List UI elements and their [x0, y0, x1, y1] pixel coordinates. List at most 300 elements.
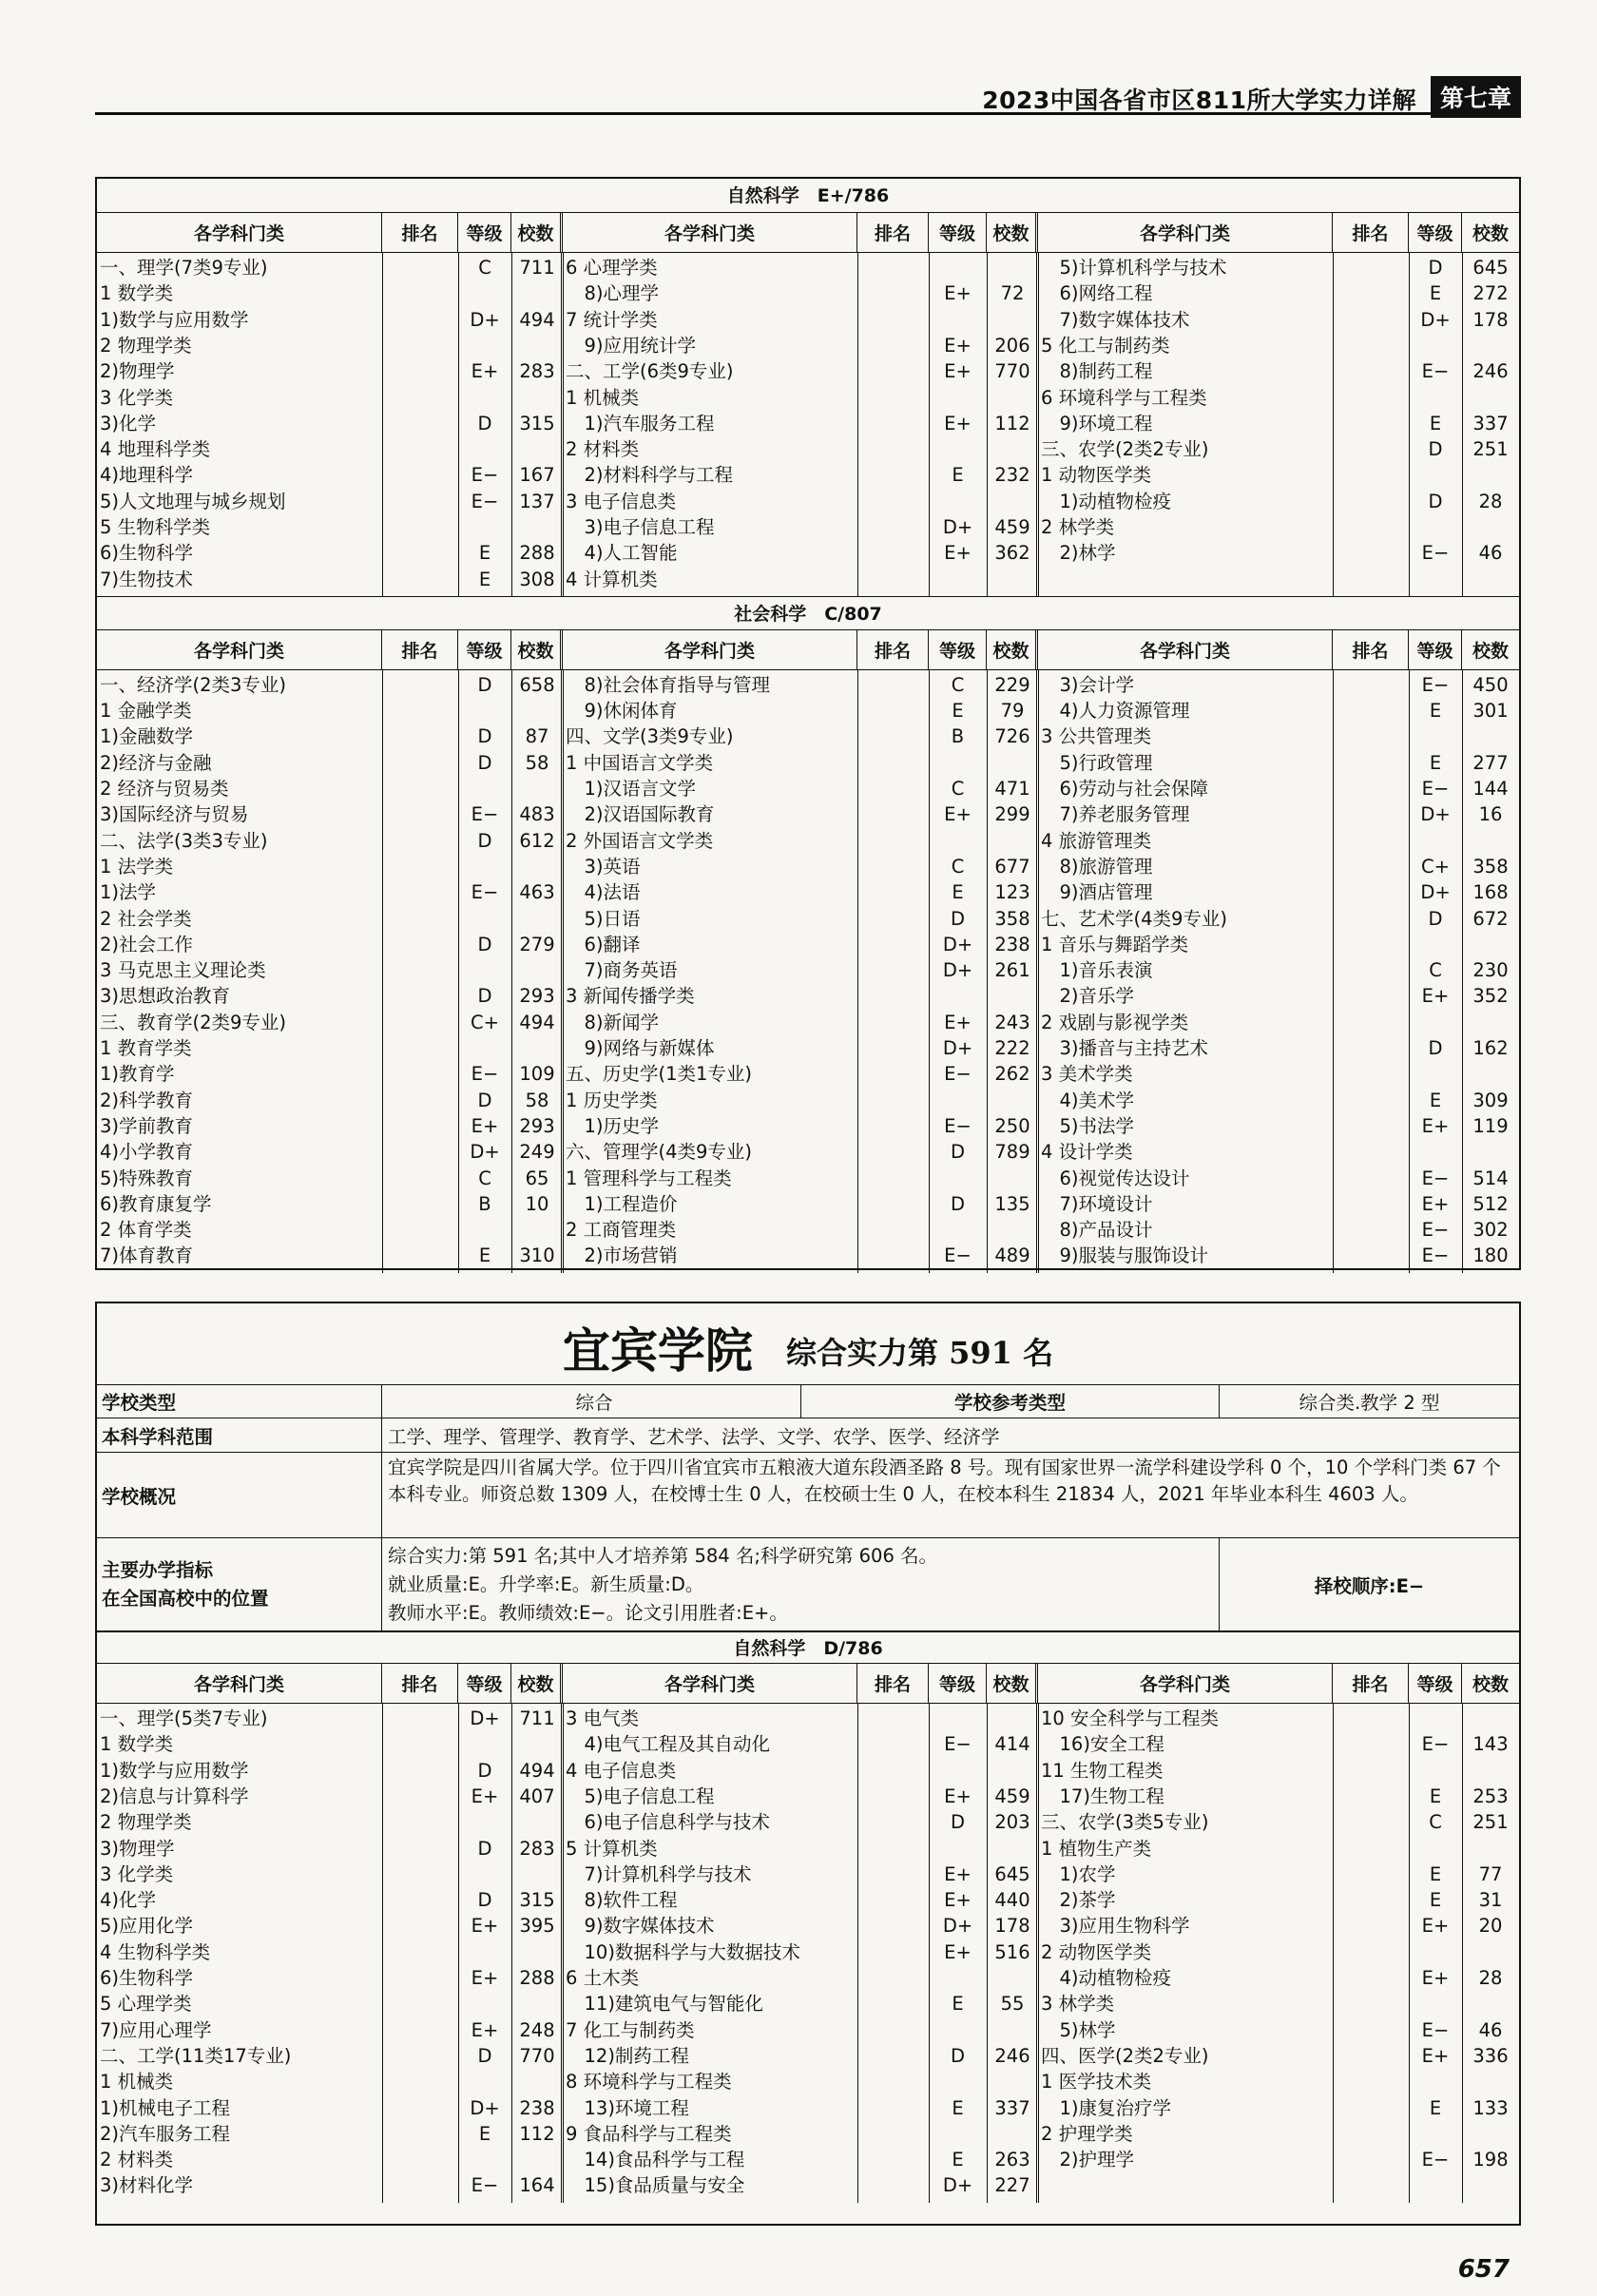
count-cell: 167	[519, 464, 555, 487]
header-rank-col2: 排名	[857, 213, 929, 252]
count-cell: 450	[1472, 673, 1509, 696]
major-name: 2)汉语国际教育	[566, 803, 715, 826]
grade-cell: E	[952, 881, 964, 904]
header-count-col1: 校数	[511, 630, 563, 669]
major-name: 2)汽车服务工程	[100, 2122, 231, 2145]
table-row	[97, 724, 1519, 749]
major-name: 8)产品设计	[1041, 1219, 1153, 1242]
major-name: 1)法学	[100, 881, 157, 904]
grade-cell: E	[478, 542, 491, 565]
count-cell: 123	[994, 881, 1030, 904]
natural-science-heading-2: 自然科学 D/786	[97, 1631, 1519, 1664]
table-row	[97, 1139, 1519, 1165]
grade-cell: E	[1429, 1862, 1442, 1885]
grade-cell: E	[478, 2122, 491, 2145]
grade-cell: D+	[942, 2174, 973, 2197]
grade-cell: D	[477, 1759, 492, 1782]
chapter-tab: 第七章	[1431, 76, 1521, 118]
major-name: 2)材料科学与工程	[566, 464, 734, 487]
grade-cell: D	[1428, 907, 1443, 930]
count-cell: 232	[994, 464, 1030, 487]
count-cell: 645	[1472, 257, 1509, 279]
count-cell: 144	[1472, 778, 1509, 801]
major-name: 4)小学教育	[100, 1141, 194, 1164]
grade-cell: D+	[942, 1915, 973, 1938]
grade-cell: D	[1428, 490, 1443, 512]
count-cell: 395	[519, 1915, 555, 1938]
count-cell: 143	[1472, 1733, 1509, 1756]
count-cell: 310	[519, 1244, 555, 1267]
count-cell: 238	[994, 933, 1030, 955]
major-name: 2)茶学	[1041, 1889, 1116, 1912]
major-name: 1)农学	[1041, 1862, 1116, 1885]
count-cell: 246	[994, 2044, 1030, 2067]
major-name: 1)历史学	[566, 1114, 660, 1137]
major-name: 4)法语	[566, 881, 641, 904]
count-cell: 262	[994, 1063, 1030, 1086]
grade-cell: D	[477, 725, 492, 748]
grade-cell: B	[951, 725, 965, 748]
major-name: 9)应用统计学	[566, 334, 697, 357]
major-name: 6)电子信息科学与技术	[566, 1811, 771, 1834]
major-name: 6 环境科学与工程类	[1041, 386, 1207, 409]
count-cell: 28	[1478, 490, 1503, 512]
major-name: 10)数据科学与大数据技术	[566, 1940, 800, 1963]
major-name: 1 医学技术类	[1041, 2071, 1152, 2093]
count-cell: 263	[994, 2149, 1030, 2171]
table-row	[97, 2017, 1519, 2043]
grade-cell: D	[950, 907, 965, 930]
table-row	[97, 672, 1519, 698]
major-name: 一、理学(7类9专业)	[100, 257, 268, 279]
major-name: 5)日语	[566, 907, 641, 930]
major-name: 2 护理学类	[1041, 2122, 1133, 2145]
major-name: 2 材料类	[566, 438, 640, 461]
major-name: 9)服装与服饰设计	[1041, 1244, 1209, 1267]
header-grade-col2: 等级	[929, 1664, 987, 1703]
table-row	[97, 750, 1519, 776]
major-name: 3)学前教育	[100, 1114, 194, 1137]
header-major-col1: 各学科门类	[97, 213, 382, 252]
major-name: 5)特殊教育	[100, 1167, 194, 1189]
table-row	[97, 514, 1519, 540]
grade-cell: C	[1429, 959, 1442, 982]
table-row	[97, 1243, 1519, 1268]
count-cell: 463	[519, 881, 555, 904]
major-name: 三、农学(2类2专业)	[1041, 438, 1209, 461]
count-cell: 251	[1472, 438, 1509, 461]
grade-cell: E+	[944, 1862, 972, 1885]
table-row	[97, 462, 1519, 488]
grade-cell: E+	[1421, 1114, 1450, 1137]
major-name: 1 动物医学类	[1041, 464, 1152, 487]
header-grade-col1: 等级	[458, 213, 511, 252]
header-major-col3: 各学科门类	[1038, 1664, 1333, 1703]
header-count-col3: 校数	[1472, 640, 1509, 662]
header-rank-col3: 排名	[1333, 213, 1409, 252]
major-name: 14)食品科学与工程	[566, 2149, 745, 2171]
table-row	[97, 2069, 1519, 2094]
count-cell: 301	[1472, 700, 1509, 723]
count-cell: 65	[525, 1167, 549, 1189]
count-cell: 337	[994, 2096, 1030, 2119]
major-name: 2)科学教育	[100, 1089, 194, 1111]
count-cell: 79	[1000, 700, 1025, 723]
major-name: 2 材料类	[100, 2149, 174, 2171]
grade-cell: E−	[1421, 778, 1450, 801]
table-row	[97, 1913, 1519, 1939]
count-cell: 203	[994, 1811, 1030, 1834]
count-cell: 272	[1472, 282, 1509, 305]
major-name: 2)音乐学	[1041, 985, 1135, 1008]
grade-cell: E+	[1421, 2044, 1450, 2067]
major-name: 5)林学	[1041, 2018, 1116, 2041]
indicator-line-2: 就业质量:E。升学率:E。新生质量:D。	[388, 1572, 704, 1595]
major-name: 二、工学(6类9专业)	[566, 360, 734, 383]
major-name: 6)网络工程	[1041, 282, 1153, 305]
major-name: 12)制药工程	[566, 2044, 689, 2067]
page-number: 657	[1457, 2255, 1510, 2284]
major-name: 17)生物工程	[1041, 1785, 1164, 1807]
major-name: 一、理学(5类7专业)	[100, 1708, 268, 1729]
header-grade-col2: 等级	[929, 630, 987, 669]
count-cell: 133	[1472, 2096, 1509, 2119]
major-name: 9)休闲体育	[566, 700, 678, 723]
scope-value: 工学、理学、管理学、教育学、艺术学、法学、文学、农学、医学、经济学	[388, 1425, 1000, 1448]
major-name: 七、艺术学(4类9专业)	[1041, 907, 1228, 930]
count-cell: 414	[994, 1733, 1030, 1756]
major-name: 5 化工与制药类	[1041, 334, 1170, 357]
header-major-col1: 各学科门类	[97, 1664, 382, 1703]
grade-cell: E+	[944, 334, 972, 357]
major-name: 7)应用心理学	[100, 2018, 212, 2041]
count-cell: 227	[994, 2174, 1030, 2197]
major-name: 1 数学类	[100, 282, 174, 305]
grade-cell: E	[478, 568, 491, 590]
count-cell: 407	[519, 1785, 555, 1807]
grade-cell: D	[477, 412, 492, 434]
major-name: 3 化学类	[100, 1862, 174, 1885]
count-cell: 711	[519, 257, 555, 279]
scope-label: 本科学科范围	[97, 1418, 382, 1452]
column-header-row	[97, 630, 1519, 670]
ref-type-value: 综合类.教学 2 型	[1219, 1384, 1519, 1418]
scope-row	[97, 1418, 1519, 1453]
count-cell: 315	[519, 412, 555, 434]
header-major-col2: 各学科门类	[563, 213, 857, 252]
major-name: 7 化工与制药类	[566, 2018, 695, 2041]
grade-cell: C	[951, 673, 965, 696]
table-row	[97, 280, 1519, 306]
school-profile	[95, 1302, 1521, 2226]
count-cell: 249	[519, 1141, 555, 1164]
major-name: 5)计算机科学与技术	[1041, 257, 1227, 279]
count-cell: 112	[994, 412, 1030, 434]
grade-cell: E+	[471, 360, 499, 383]
table-body	[97, 1704, 1519, 2203]
count-cell: 206	[994, 334, 1030, 357]
grade-cell: D+	[942, 516, 973, 538]
major-name: 二、工学(11类17专业)	[100, 2044, 292, 2067]
grade-cell: C	[478, 257, 491, 279]
major-name: 1)汽车服务工程	[566, 412, 715, 434]
major-name: 3 电气类	[566, 1708, 640, 1729]
major-name: 3 美术学类	[1041, 1063, 1133, 1086]
table-row	[97, 1965, 1519, 1991]
major-name: 1)数学与应用数学	[100, 1759, 249, 1782]
grade-cell: D	[477, 751, 492, 774]
running-header	[95, 65, 1521, 115]
major-name: 8 环境科学与工程类	[566, 2071, 732, 2093]
major-name: 1)康复治疗学	[1041, 2096, 1172, 2119]
header-major-col2: 各学科门类	[563, 630, 857, 669]
major-name: 8)新闻学	[566, 1011, 660, 1033]
grade-cell: E+	[944, 360, 972, 383]
major-name: 3)国际经济与贸易	[100, 803, 249, 826]
grade-cell: E−	[1421, 1167, 1450, 1189]
major-name: 8)制药工程	[1041, 360, 1153, 383]
major-name: 3)会计学	[1041, 673, 1135, 696]
major-name: 5 生物科学类	[100, 516, 211, 538]
major-name: 4)地理科学	[100, 464, 194, 487]
grade-cell: E−	[1421, 2018, 1450, 2041]
major-name: 一、经济学(2类3专业)	[100, 673, 287, 696]
header-grade-col3: 等级	[1409, 1664, 1462, 1703]
count-cell: 283	[519, 360, 555, 383]
major-name: 8)软件工程	[566, 1889, 678, 1912]
indicator-label-line-1: 主要办学指标	[102, 1558, 214, 1581]
overview-label: 学校概况	[97, 1453, 382, 1537]
grade-cell: E+	[471, 1915, 499, 1938]
major-name: 4)人力资源管理	[1041, 700, 1190, 723]
count-cell: 302	[1472, 1219, 1509, 1242]
major-name: 6)生物科学	[100, 1967, 194, 1989]
grade-cell: D	[477, 673, 492, 696]
grade-cell: E+	[944, 282, 972, 305]
major-name: 4 生物科学类	[100, 1940, 211, 1963]
table-row	[97, 489, 1519, 514]
header-count-col3: 校数	[1472, 1674, 1509, 1695]
grade-cell: E+	[944, 1889, 972, 1912]
grade-cell: E−	[944, 1244, 972, 1267]
header-count-col3: 校数	[1472, 223, 1509, 244]
grade-cell: E	[1429, 282, 1442, 305]
grade-cell: E	[1429, 412, 1442, 434]
major-name: 1 法学类	[100, 855, 174, 878]
grade-cell: E−	[1421, 360, 1450, 383]
table-row	[97, 333, 1519, 358]
count-cell: 770	[519, 2044, 555, 2067]
table-row	[97, 1939, 1519, 1965]
major-name: 6 土木类	[566, 1967, 640, 1989]
grade-cell: D	[950, 1811, 965, 1834]
major-name: 2)社会工作	[100, 933, 194, 955]
count-cell: 494	[519, 1011, 555, 1033]
grade-cell: E	[952, 700, 964, 723]
major-name: 3 林学类	[1041, 1993, 1115, 2016]
count-cell: 248	[519, 2018, 555, 2041]
grade-cell: E	[952, 464, 964, 487]
header-count-col2: 校数	[987, 1664, 1038, 1703]
grade-cell: D+	[1420, 803, 1451, 826]
table-row	[97, 1010, 1519, 1035]
table-row	[97, 1991, 1519, 2016]
grade-cell: D	[477, 933, 492, 955]
table-row	[97, 2043, 1519, 2069]
count-cell: 315	[519, 1889, 555, 1912]
count-cell: 677	[994, 855, 1030, 878]
school-type-label: 学校类型	[97, 1384, 382, 1418]
count-cell: 358	[1472, 855, 1509, 878]
major-name: 1 数学类	[100, 1733, 174, 1756]
count-cell: 288	[519, 1967, 555, 1989]
major-name: 3)化学	[100, 412, 157, 434]
major-name: 二、法学(3类3专业)	[100, 829, 268, 852]
grade-cell: D	[950, 2044, 965, 2067]
count-cell: 459	[994, 516, 1030, 538]
count-cell: 222	[994, 1037, 1030, 1060]
count-cell: 358	[994, 907, 1030, 930]
grade-cell: E−	[471, 881, 499, 904]
grade-cell: E	[952, 1993, 964, 2016]
grade-cell: D+	[470, 1141, 500, 1164]
header-count-col2: 校数	[987, 213, 1038, 252]
table-row	[97, 2147, 1519, 2172]
grade-cell: E−	[944, 1733, 972, 1756]
major-name: 7)养老服务管理	[1041, 803, 1190, 826]
major-name: 2)林学	[1041, 542, 1116, 565]
grade-cell: D	[477, 1889, 492, 1912]
table-row	[97, 1836, 1519, 1862]
table-row	[97, 906, 1519, 932]
major-name: 1 历史学类	[566, 1089, 658, 1111]
major-name: 3)应用生物科学	[1041, 1915, 1190, 1938]
grade-cell: E−	[471, 803, 499, 826]
table-row	[97, 1784, 1519, 1809]
table-row	[97, 1706, 1519, 1731]
count-cell: 711	[519, 1708, 555, 1729]
major-name: 六、管理学(4类9专业)	[566, 1141, 753, 1164]
grade-cell: D+	[470, 2096, 500, 2119]
header-rank-col3: 排名	[1333, 1664, 1409, 1703]
table-row	[97, 1758, 1519, 1784]
grade-cell: D	[477, 985, 492, 1008]
count-cell: 198	[1472, 2149, 1509, 2171]
count-cell: 279	[519, 933, 555, 955]
major-name: 6)教育康复学	[100, 1192, 212, 1215]
major-name: 9)网络与新媒体	[566, 1037, 715, 1060]
count-cell: 308	[519, 568, 555, 590]
table-row	[97, 2095, 1519, 2121]
count-cell: 119	[1472, 1114, 1509, 1137]
count-cell: 283	[519, 1837, 555, 1860]
indicator-line-1: 综合实力:第 591 名;其中人才培养第 584 名;科学研究第 606 名。	[388, 1544, 938, 1567]
major-name: 4 旅游管理类	[1041, 829, 1152, 852]
count-cell: 293	[519, 985, 555, 1008]
count-cell: 516	[994, 1940, 1030, 1963]
grade-cell: D	[950, 1192, 965, 1215]
grade-cell: D+	[1420, 308, 1451, 331]
grade-cell: E−	[471, 1063, 499, 1086]
major-name: 4)电气工程及其自动化	[566, 1733, 771, 1756]
count-cell: 31	[1478, 1889, 1503, 1912]
major-name: 5 心理学类	[100, 1993, 192, 2016]
major-name: 三、教育学(2类9专业)	[100, 1011, 287, 1033]
grade-cell: D	[950, 1141, 965, 1164]
grade-cell: E	[1429, 751, 1442, 774]
major-name: 2 物理学类	[100, 334, 192, 357]
major-name: 13)环境工程	[566, 2096, 689, 2119]
header-major-col1: 各学科门类	[97, 630, 382, 669]
grade-cell: E+	[1421, 1192, 1450, 1215]
grade-cell: E−	[944, 1114, 972, 1137]
major-name: 1)机械电子工程	[100, 2096, 231, 2119]
count-cell: 494	[519, 1759, 555, 1782]
table-row	[97, 1061, 1519, 1087]
major-name: 4 地理科学类	[100, 438, 211, 461]
major-name: 1)教育学	[100, 1063, 175, 1086]
grade-cell: E−	[1421, 2149, 1450, 2171]
column-header-row	[97, 213, 1519, 253]
grade-cell: D	[477, 2044, 492, 2067]
indicator-values	[382, 1538, 1219, 1630]
major-name: 1)工程造价	[566, 1192, 678, 1215]
table-body	[97, 670, 1519, 1273]
grade-cell: C	[951, 778, 965, 801]
count-cell: 135	[994, 1192, 1030, 1215]
grade-cell: E−	[471, 464, 499, 487]
grade-cell: E−	[1421, 1733, 1450, 1756]
major-name: 4 计算机类	[566, 568, 658, 590]
count-cell: 178	[994, 1915, 1030, 1938]
major-name: 2 戏剧与影视学类	[1041, 1011, 1189, 1033]
grade-cell: E	[1429, 1889, 1442, 1912]
header-major-col2: 各学科门类	[563, 1664, 857, 1703]
count-cell: 20	[1478, 1915, 1503, 1938]
header-count-col2: 校数	[987, 630, 1038, 669]
major-name: 1 中国语言文学类	[566, 751, 714, 774]
count-cell: 672	[1472, 907, 1509, 930]
grade-cell: E	[1429, 1089, 1442, 1111]
table-row	[97, 879, 1519, 905]
major-name: 8)社会体育指导与管理	[566, 673, 771, 696]
count-cell: 58	[525, 1089, 549, 1111]
major-name: 3 电子信息类	[566, 490, 677, 512]
count-cell: 137	[519, 490, 555, 512]
count-cell: 180	[1472, 1244, 1509, 1267]
overview-row	[97, 1453, 1519, 1538]
count-cell: 770	[994, 360, 1030, 383]
count-cell: 109	[519, 1063, 555, 1086]
count-cell: 483	[519, 803, 555, 826]
table-row	[97, 1217, 1519, 1243]
major-name: 5)人文地理与城乡规划	[100, 490, 286, 512]
major-name: 5 计算机类	[566, 1837, 658, 1860]
grade-cell: D+	[942, 959, 973, 982]
grade-cell: C	[1429, 1811, 1442, 1834]
major-name: 3)播音与主持艺术	[1041, 1037, 1209, 1060]
header-grade-col2: 等级	[929, 213, 987, 252]
major-name: 3)材料化学	[100, 2174, 194, 2197]
count-cell: 440	[994, 1889, 1030, 1912]
count-cell: 238	[519, 2096, 555, 2119]
major-name: 7)体育教育	[100, 1244, 194, 1267]
major-name: 2 工商管理类	[566, 1219, 677, 1242]
table-row	[97, 1035, 1519, 1061]
major-name: 10 安全科学与工程类	[1041, 1708, 1220, 1729]
grade-cell: D	[1428, 257, 1443, 279]
social-science-heading: 社会科学 C/807	[97, 596, 1519, 630]
